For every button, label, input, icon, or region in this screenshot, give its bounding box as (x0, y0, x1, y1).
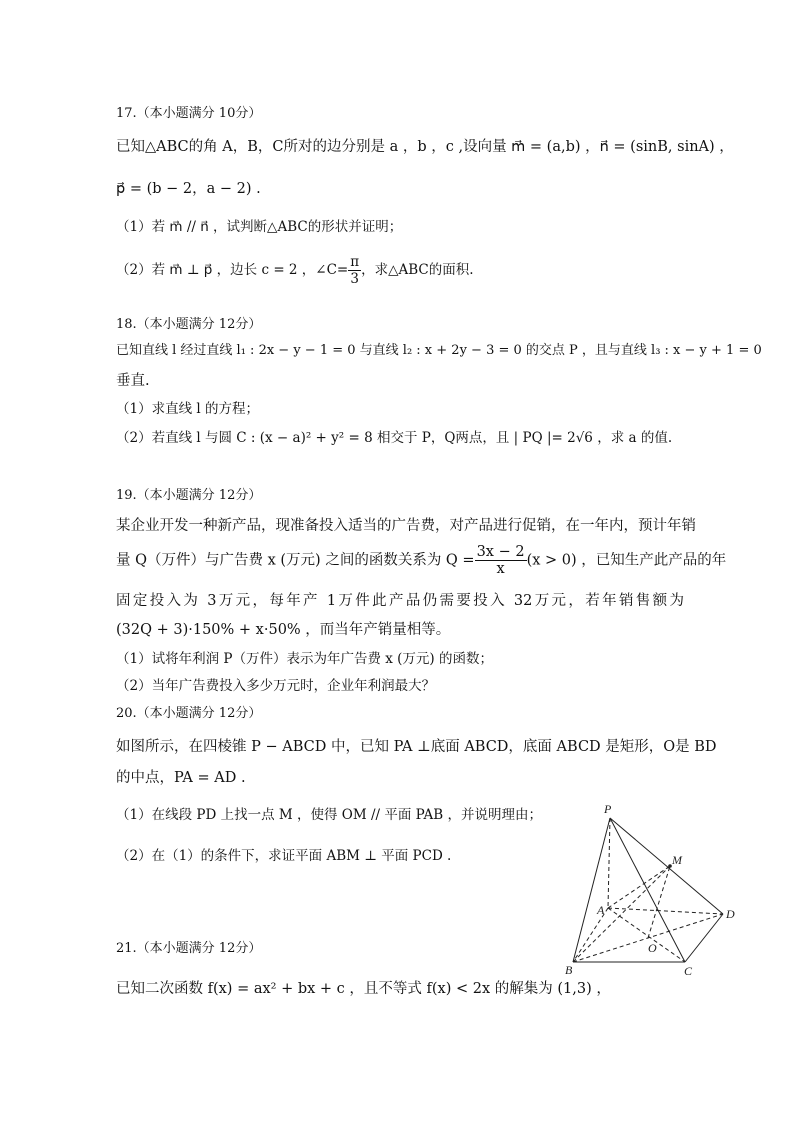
edge-pa (608, 818, 610, 908)
q20-part2: （2）在（1）的条件下，求证平面 ABM ⊥ 平面 PCD . (116, 848, 452, 864)
q19-stem-line2-text-a: 量 Q（万件）与广告费 x (万元) 之间的函数关系为 Q = (116, 552, 475, 569)
q19-part2: （2）当年广告费投入多少万元时，企业年利润最大？ (116, 678, 436, 694)
edge-pb (573, 818, 610, 962)
q17-stem-line1: 已知△ABC的角 A，B，C所对的边分别是 a ，b ，c ,设向量 m⃗ = (a,b) ，n⃗ = (sinB, sinA) ， (116, 139, 734, 155)
q19-numerator: 3x − 2 (476, 544, 525, 560)
q17-part2-text-b: ，求△ABC的面积. (361, 262, 474, 278)
label-b: B (565, 963, 573, 977)
edge-cd (685, 914, 723, 962)
q18-part1: （1）求直线 l 的方程； (116, 401, 259, 417)
q19-stem-line1: 某企业开发一种新产品，现准备投入适当的广告费，对产品进行促销，在一年内，预计年销 (116, 518, 696, 534)
q19-stem-line3: 固定投入为 3万元，每年产 1万件此产品仍需要投入 32万元，若年销售额为 (116, 593, 684, 609)
q18-stem-line2: 垂直. (116, 373, 150, 389)
q17-heading: 17.（本小题满分 10分） (116, 106, 262, 121)
q21-stem-line1: 已知二次函数 f(x) = ax² + bx + c ，且不等式 f(x) < 2x 的解集为 (1,3) ， (116, 981, 611, 997)
q20-stem-line1: 如图所示，在四棱锥 P − ABCD 中，已知 PA ⊥底面 ABCD，底面 ABCD 是矩形，O是 BD (116, 739, 717, 755)
q19-denominator: x (496, 561, 505, 577)
q18-heading: 18.（本小题满分 12分） (116, 317, 262, 332)
q20-heading: 20.（本小题满分 12分） (116, 706, 262, 721)
q17-part2-denominator: 3 (350, 271, 359, 287)
segment-am (608, 866, 670, 908)
label-m: M (672, 853, 682, 867)
pyramid-figure (560, 800, 750, 982)
q19-heading: 19.（本小题满分 12分） (116, 488, 262, 503)
q20-part1: （1）在线段 PD 上找一点 M ，使得 OM // 平面 PAB ，并说明理由； (116, 807, 542, 823)
q17-part2-fraction (348, 254, 361, 287)
label-o: O (648, 941, 657, 955)
q17-part2 (116, 254, 474, 287)
label-p: P (604, 802, 612, 816)
q17-stem-line2: p⃗ = (b − 2，a − 2) . (116, 181, 261, 197)
q18-part2: （2）若直线 l 与圆 C : (x − a)² + y² = 8 相交于 P，Q两点，且 | PQ |= 2√6 ，求 a 的值. (116, 430, 673, 446)
q17-part1: （1）若 m⃗ // n⃗ ，试判断△ABC的形状并证明； (116, 219, 403, 235)
edge-ad (608, 908, 723, 914)
q19-fraction (475, 544, 527, 577)
q17-part2-text-a: （2）若 m⃗ ⊥ p⃗ ，边长 c = 2 ，∠C= (116, 262, 349, 278)
label-c: C (684, 964, 693, 978)
edge-pd (610, 818, 723, 914)
label-d: D (726, 907, 735, 921)
q20-stem-line2: 的中点，PA = AD . (116, 770, 246, 786)
label-a: A (597, 903, 605, 917)
q21-heading: 21.（本小题满分 12分） (116, 941, 262, 956)
q17-part2-numerator: π (350, 254, 360, 270)
q19-stem-line2 (116, 544, 726, 577)
q19-stem-line2-text-b: (x > 0) ，已知生产此产品的年 (526, 552, 727, 569)
q18-stem-line1: 已知直线 l 经过直线 l₁ : 2x − y − 1 = 0 与直线 l₂ : x + 2y − 3 = 0 的交点 P ，且与直线 l₃ : x − y + 1 = 0 (116, 343, 762, 358)
q19-stem-line4: (32Q + 3)·150% + x·50% ，而当年产销量相等。 (116, 622, 451, 638)
q19-part1: （1）试将年利润 P（万件）表示为年广告费 x (万元) 的函数； (116, 651, 493, 667)
